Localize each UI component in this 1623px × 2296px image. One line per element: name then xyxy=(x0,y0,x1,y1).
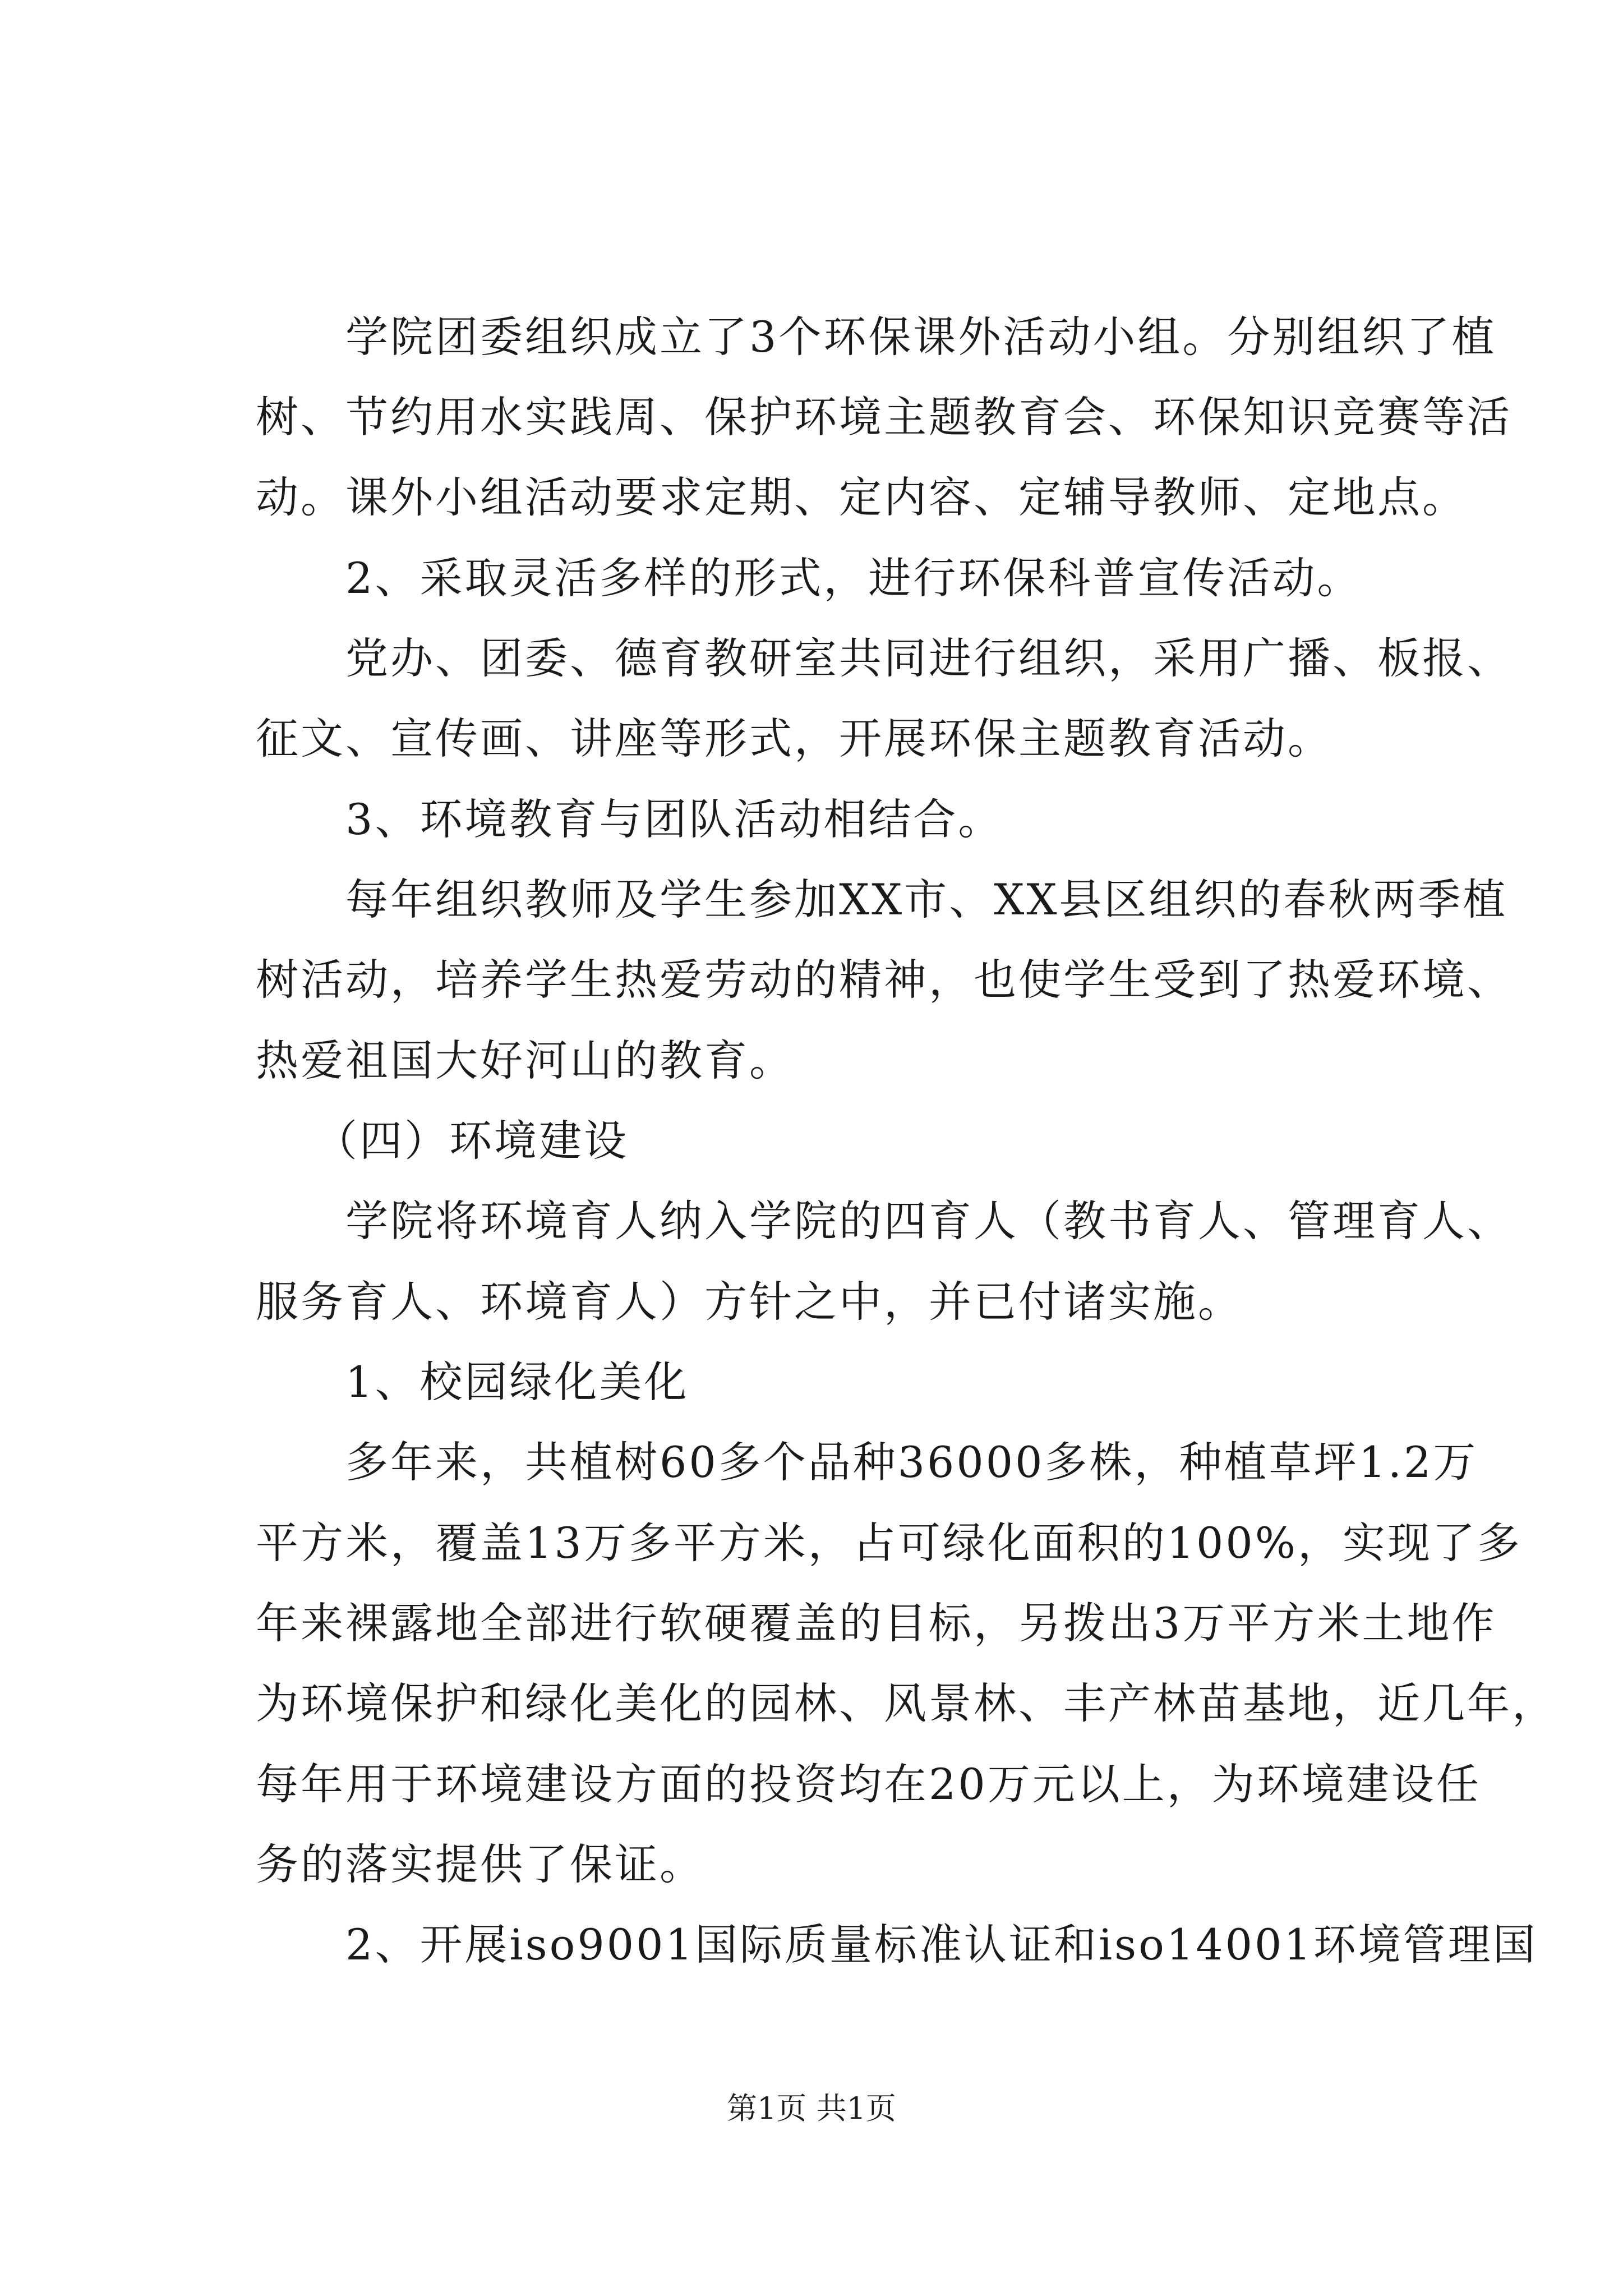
paragraph-line: 每年用于环境建设方面的投资均在20万元以上，为环境建设任 xyxy=(256,1759,1481,1809)
paragraph-line: 党办、团委、德育教研室共同进行组织，采用广播、板报、 xyxy=(345,633,1512,683)
section-heading: 3、环境教育与团队活动相结合。 xyxy=(345,794,1003,844)
section-heading: 1、校园绿化美化 xyxy=(345,1357,689,1407)
paragraph-line: 平方米，覆盖13万多平方米，占可绿化面积的100%，实现了多 xyxy=(256,1518,1522,1568)
paragraph-line: 每年组织教师及学生参加XX市、XX县区组织的春秋两季植 xyxy=(345,875,1508,924)
paragraph-line: 学院团委组织成立了3个环保课外活动小组。分别组织了植 xyxy=(345,312,1497,362)
section-heading: 2、采取灵活多样的形式，进行环保科普宣传活动。 xyxy=(345,553,1362,603)
paragraph-line: 征文、宣传画、讲座等形式，开展环保主题教育活动。 xyxy=(256,714,1332,763)
page-number-footer: 第1页 共1页 xyxy=(727,2091,896,2126)
paragraph-line: 动。课外小组活动要求定期、定内容、定辅导教师、定地点。 xyxy=(256,472,1467,522)
paragraph-line: 为环境保护和绿化美化的园林、风景林、丰产林苗基地，近几年， xyxy=(256,1678,1557,1728)
paragraph-line: 树活动，培养学生热爱劳动的精神，也使学生受到了热爱环境、 xyxy=(256,955,1512,1005)
paragraph-line: 学院将环境育人纳入学院的四育人（教书育人、管理育人、 xyxy=(345,1196,1512,1246)
paragraph-line: 年来裸露地全部进行软硬覆盖的目标，另拨出3万平方米土地作 xyxy=(256,1598,1497,1648)
section-heading: （四）环境建设 xyxy=(315,1116,629,1166)
paragraph-line: 服务育人、环境育人）方针之中，并已付诸实施。 xyxy=(256,1277,1243,1327)
paragraph-line: 多年来，共植树60多个品种36000多株，种植草坪1.2万 xyxy=(345,1437,1478,1487)
section-heading: 2、开展iso9001国际质量标准认证和iso14001环境管理国 xyxy=(345,1920,1538,1970)
paragraph-line: 热爱祖国大好河山的教育。 xyxy=(256,1036,794,1085)
paragraph-line: 树、节约用水实践周、保护环境主题教育会、环保知识竞赛等活 xyxy=(256,392,1512,442)
paragraph-line: 务的落实提供了保证。 xyxy=(256,1839,704,1889)
